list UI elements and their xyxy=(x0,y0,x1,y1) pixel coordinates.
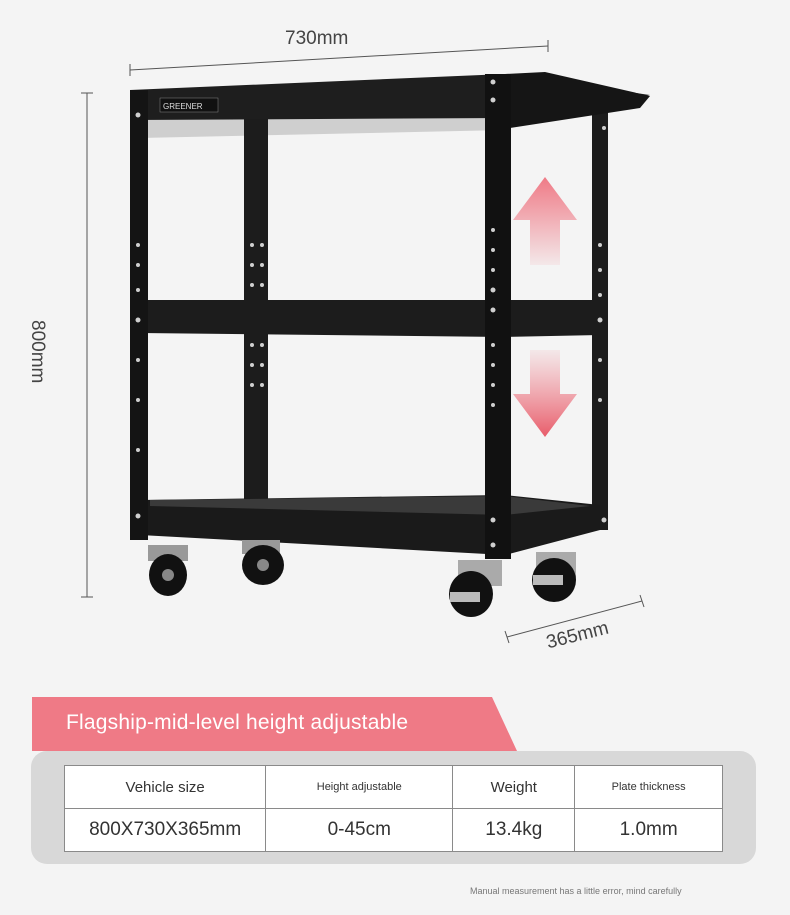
spec-header-height: Height adjustable xyxy=(266,766,453,809)
spec-value-row xyxy=(65,809,723,852)
spec-value-size: 800X730X365mm xyxy=(65,809,266,852)
height-adjust-down-arrow-icon xyxy=(513,350,577,437)
height-adjust-up-arrow-icon xyxy=(513,177,577,265)
spec-header-thickness: Plate thickness xyxy=(575,766,723,809)
spec-value-height: 0-45cm xyxy=(266,809,453,852)
spec-header-size: Vehicle size xyxy=(65,766,266,809)
brand-logo: GREENER xyxy=(163,102,203,111)
spec-value-weight: 13.4kg xyxy=(453,809,575,852)
spec-table xyxy=(64,765,723,852)
spec-value-thickness: 1.0mm xyxy=(575,809,723,852)
depth-dimension-label: 365mm xyxy=(544,617,611,654)
measurement-footnote: Manual measurement has a little error, mind carefully xyxy=(470,886,682,896)
width-dimension-label: 730mm xyxy=(285,28,349,49)
banner-title: Flagship-mid-level height adjustable xyxy=(66,711,409,734)
height-dimension-label: 800mm xyxy=(27,320,48,384)
spec-header-weight: Weight xyxy=(453,766,575,809)
spec-header-row xyxy=(65,766,723,809)
